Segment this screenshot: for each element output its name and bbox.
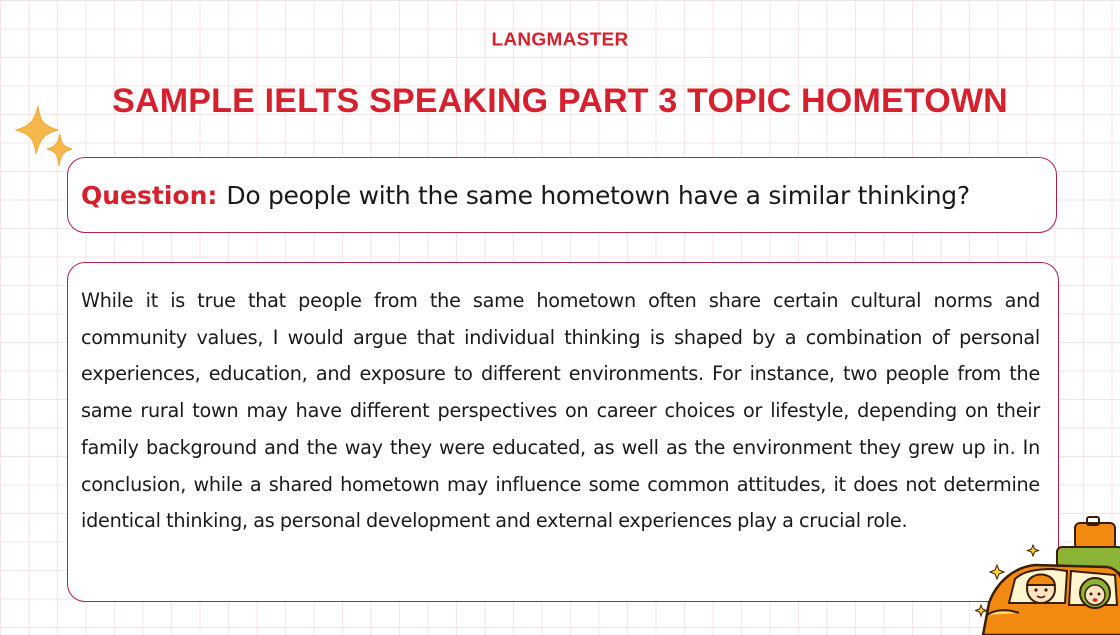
page-title: SAMPLE IELTS SPEAKING PART 3 TOPIC HOMETOWN bbox=[112, 82, 1008, 120]
sparkle-icon bbox=[12, 104, 76, 170]
question-label: Question: bbox=[81, 180, 218, 210]
langmaster-logo: LANGMASTER bbox=[491, 30, 629, 51]
answer-box bbox=[67, 262, 1059, 602]
question-box bbox=[67, 157, 1057, 233]
question-text: Do people with the same hometown have a similar thinking? bbox=[226, 180, 970, 210]
answer-text: While it is true that people from the same hometown often share certain cultural norms and community values, I would argue that individual thinking is shaped by a combination of personal experiences, education, and exposure to different environments. For instance, two people from the same rural town may have different perspectives on career choices or lifestyle, depending on their family background and the way they were educated, as well as the environment they grew up in. In conclusion, while a shared hometown may influence some common attitudes, it does not determine identical thinking, as personal development and external experiences play a crucial role. bbox=[81, 289, 1040, 533]
car-travel-illustration bbox=[975, 495, 1120, 635]
